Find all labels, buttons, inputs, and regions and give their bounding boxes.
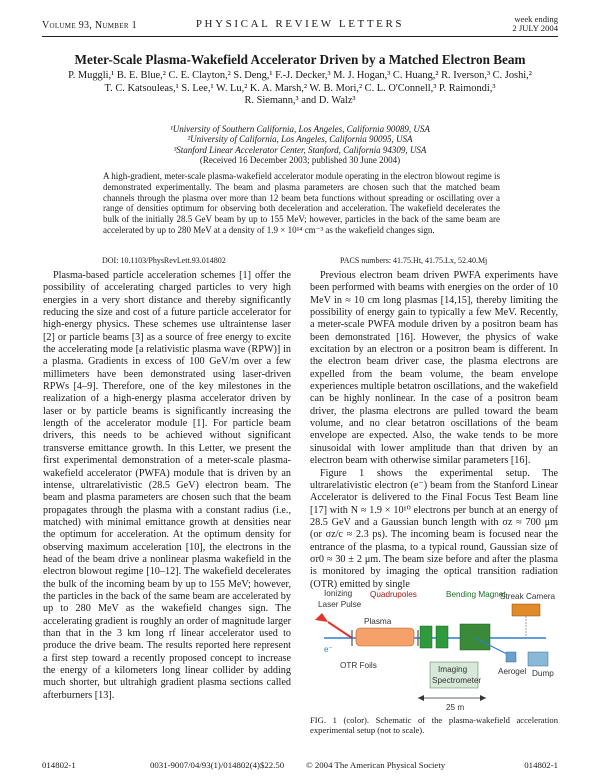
footer-page-number: 014802-1 <box>42 760 76 770</box>
setup-diagram <box>310 586 558 714</box>
spectrometer-label: Spectrometer <box>432 676 482 685</box>
footer-copyright: © 2004 The American Physical Society <box>306 760 446 770</box>
header-volume: Volume 93, Number 1 <box>42 20 137 31</box>
quadrupole-magnet <box>436 626 448 648</box>
body-paragraph: Figure 1 shows the experimental setup. The ultrarelativistic electron (e⁻) beam from the Stanford Linear Accelerator is delivered to the Final Focus Test Beam line [17] with N ≈ 1.9 × 10¹⁰ electrons per bunch at an energy of 28.5 GeV and a Gaussian bunch length with σz ≈ 700 μm (or σz/c ≈ 2.3 ps). The incoming beam is focused near the entrance of the plasma, to a typical round, Gaussian size of σr0 ≈ 30 ± 2 μm. The beam size before and after the plasma is monitored by imaging the optical transition radiation (OTR) emitted by single <box>310 467 558 590</box>
imaging-label: Imaging <box>438 665 468 674</box>
received-dates: (Received 16 December 2003; published 30 June 2004) <box>199 154 401 165</box>
body-paragraph: Plasma-based particle acceleration schemes [1] offer the possibility of accelerating charged particles to very high energies in a very short distance and thereby significantly reducing the size and cost of a future particle accelerator for high-energy physics. These schemes use ultraintense laser [2] or particle beams [3] as a source of free energy to excite the accelerating mode [a relativistic plasma wave (RPW)] in a plasma. Gradients in excess of 100 GeV/m over a few millimeters have been demonstrated using laser-driven RPWs [4–9]. Therefore, one of the key milestones in the realization of a high-energy plasma accelerator driven by laser or by particle beams is significantly increasing the length of the accelerator module [1]. For particle beam drivers, this needs to be achieved without significant transverse emittance growth. In this Letter, we present the first experimental demonstration of a meter-scale plasma-wakefield accelerator (PWFA) module that is driven by an intense, ultrarelativistic (28.5 GeV) electron beam. The beam and plasma parameters are chosen such that the beam propagates through the plasma with a constant radius (i.e., matched) with minimal emittance growth at densities near the optimum for acceleration. At the optimum density for observing maximum acceleration [10], the electrons in the head of the beam drive a nonlinear plasma wakefield in the electron blowout regime [10–12]. The wakefield decelerates the bulk of the incoming beam by up to 155 MeV; however, the particles in the back of the same beam are accelerated by up to 280 MeV as the wakefield changes sign. The accelerating gradient is roughly an order of magnitude larger than that in the 3 km long rf linear accelerator used to produce the drive beam. The results reported here represent a first step toward a recently proposed concept to increase the energy of a kilometers long linear collider by adding much shorter, but ultrahigh gradient plasma sections called afterburners [13]. <box>43 270 291 701</box>
aerogel-label: Aerogel <box>498 667 527 676</box>
pacs-numbers: PACS numbers: 41.75.Ht, 41.75.Lx, 52.40.Mj <box>340 256 488 265</box>
issue-date: 2 JULY 2004 <box>512 23 558 33</box>
author-line: T. C. Katsouleas,¹ S. Lee,¹ W. Lu,² K. A. Marsh,² W. B. Mori,² C. L. O'Connell,³ P. Raimondi,³ <box>104 82 496 94</box>
laser-pulse-beam <box>328 622 352 638</box>
beam-dump <box>528 652 548 666</box>
author-line: R. Siemann,³ and D. Walz³ <box>244 95 356 107</box>
header-date-block <box>512 15 558 33</box>
figure-1-setup-schematic <box>310 586 558 730</box>
body-column-right <box>310 270 558 591</box>
header-rule <box>42 36 558 37</box>
footer-issn: 0031-9007/04/93(1)/014802(4)$22.50 <box>150 760 285 770</box>
author-line: P. Muggli,¹ B. E. Blue,² C. E. Clayton,² S. Deng,¹ F.-J. Decker,³ M. J. Hogan,³ C. Huang,² R. Iverson,³ C. Joshi,² <box>68 70 532 81</box>
bending-magnet <box>460 624 490 650</box>
author-list <box>60 70 540 108</box>
aerogel-block <box>506 652 516 662</box>
body-paragraph: Previous electron beam driven PWFA experiments have been performed with beams with energies on the order of 10 MeV in ≈ 10 cm long plasmas [14,15], thereby limiting the possibility of energy gain to typically a few MeV. Recently, a meter-scale PWFA module driven by a positron beam has been demonstrated [16]. However, the physics of wake excitation by an electron or a positron beam is different. In the electron beam driver case, the plasma electrons are expelled from the beam volume, the beam envelope experiences multiple betatron oscillations, and the wakefield can be highly nonlinear. In the case of a positron beam driver, the plasma electrons are pulled toward the beam volume, and no clear betatron oscillations of the beam envelope are expected. Also, the wake tends to be more sinusoidal with lower amplitude than that driven by an electron beam with otherwise similar parameters [16]. <box>310 270 558 467</box>
quadrupole-magnet <box>420 626 432 648</box>
footer-page-number: 014802-1 <box>524 760 558 770</box>
streak-camera <box>512 604 540 616</box>
doi-link[interactable]: DOI: 10.1103/PhysRevLett.93.014802 <box>102 256 226 265</box>
otr-foils-label: OTR Foils <box>340 661 377 670</box>
ionizing-label: Ionizing <box>324 589 353 598</box>
week-ending-label: week ending <box>514 14 558 24</box>
affiliation: ³Stanford Linear Accelerator Center, Stanford, California 94309, USA <box>173 144 427 155</box>
plasma-cell <box>356 628 414 646</box>
distance-arrowhead-left <box>418 695 424 701</box>
body-column-left <box>43 270 291 702</box>
affiliation: ²University of California, Los Angeles, California 90095, USA <box>187 134 413 145</box>
laser-pulse-arrowhead <box>315 613 328 622</box>
distance-arrowhead-right <box>480 695 486 701</box>
bending-magnet-label: Bending Magnet <box>446 590 506 599</box>
quadrupoles-label: Quadrupoles <box>370 590 417 599</box>
paper-title: Meter-Scale Plasma-Wakefield Accelerator Driven by a Matched Electron Beam <box>74 52 526 67</box>
distance-label: 25 m <box>446 703 465 712</box>
dump-label: Dump <box>532 669 554 678</box>
electron-beam-label: e⁻ <box>324 645 333 654</box>
plasma-label: Plasma <box>364 617 392 626</box>
journal-name: PHYSICAL REVIEW LETTERS <box>195 18 405 30</box>
affiliations <box>60 124 540 165</box>
streak-camera-label: Streak Camera <box>500 592 556 601</box>
affiliation: ¹University of Southern California, Los Angeles, California 90089, USA <box>170 124 430 134</box>
figure-1-caption: FIG. 1 (color). Schematic of the plasma-wakefield acceleration experimental setup (not to scale). <box>310 715 558 736</box>
laser-pulse-label: Laser Pulse <box>318 600 362 609</box>
abstract: A high-gradient, meter-scale plasma-wakefield accelerator module operating in the electron blowout regime is demonstrated experimentally. The beam and plasma parameters are chosen such that the matched beam channels through the plasma over more than 12 beam beta functions without spreading or oscillating over a range of densities optimum for observing both deceleration and acceleration. The wakefield decelerates the bulk of the initially 28.5 GeV beam by up to 155 MeV; however, particles in the back of the same beam are accelerated by up to 280 MeV at a density of 1.9 × 10¹⁴ cm⁻³ as the wakefield changes sign. <box>103 171 500 235</box>
